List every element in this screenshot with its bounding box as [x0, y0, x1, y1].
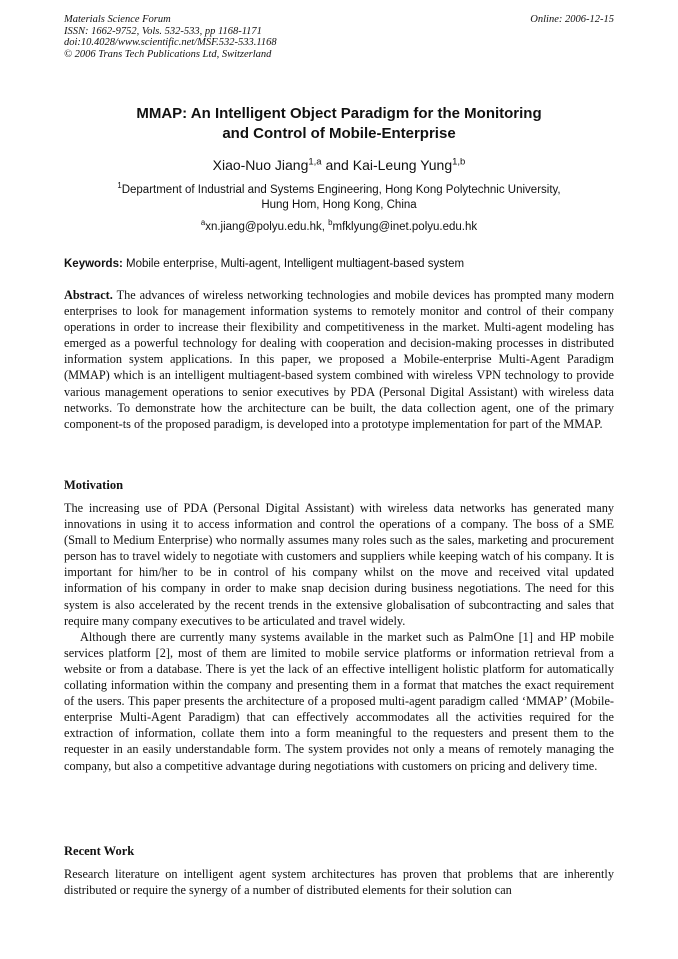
email-a-link[interactable]: xn.jiang@polyu.edu.hk, [205, 221, 329, 233]
affiliation [64, 183, 614, 213]
affiliation-sup: 1 [117, 181, 122, 191]
motivation-heading: Motivation [64, 478, 124, 492]
journal-header [64, 14, 277, 60]
motivation-paragraph-1: The increasing use of PDA (Personal Digital Assistant) with wireless data networks has generated many innovations in using it to access information and control the operations of a company. The boss of a SME (Small to Medium Enterprise) who normally assumes many roles such as the sales, marketing and procurement person has to travel widely to negotiate with customers and suppliers while keeping watch of his company. It is important for him/her to be in control of his company whilst on the move and received vital updated information of his company in order to make snap decision during business negotiations. The need for this system is also accelerated by the recent trends in the extensive globalisation of subcontracting and sales that require many company executives to be articulated and travel widely. [64, 501, 614, 628]
recent-work-heading: Recent Work [64, 844, 135, 858]
keywords-text: Mobile enterprise, Multi-agent, Intelligent multiagent-based system [122, 258, 465, 270]
email-b-link[interactable]: mfklyung@inet.polyu.edu.hk [332, 221, 478, 233]
recent-work-paragraph: Research literature on intelligent agent system architectures has proven that problems that are inherently distributed or require the synergy of a number of distributed elements for their solution can [64, 867, 614, 898]
keywords-label: Keywords: [64, 258, 123, 270]
author-emails [64, 220, 614, 235]
email-a-sup: a [200, 218, 206, 228]
journal-name: Materials Science Forum [64, 14, 171, 25]
paper-title [64, 104, 614, 144]
abstract-text: The advances of wireless networking technologies and mobile devices has prompted many modern enterprises to look for management information systems to remotely monitor and control of their company operations in order to increase their flexibility and competitiveness in the market. Multi-agent modeling has emerged as a powerful technology for dealing with cooperation and decision-making processes in distributed information system applications. In this paper, we proposed a Mobile-enterprise Multi-Agent Paradigm (MMAP) which is an intelligent multiagent-based system combined with wireless VPN technology to provide various management operations to senior executives by PDA (Personal Digital Assistant) with wireless data networks. To demonstrate how the architecture can be built, the data collection agent, one of the primary component-ts of the proposed paradigm, is developed into a prototype implementation for part of the MMAP. [64, 288, 614, 431]
motivation-paragraph-2: Although there are currently many systems available in the market such as PalmOne [1] and HP mobile services platform [2], most of them are limited to mobile service platforms or information retrieval from a website or from a database. There is yet the lack of an effective intelligent holistic platform for automatically collating information within the company and presenting them in a format that matches the exact requirement of the users. This paper presents the architecture of a proposed multi-agent paradigm called ‘MMAP’ (Mobile-enterprise Multi-Agent Paradigm) that can effectively accommodates all the activities required for the extraction of information, collate them into a form meaningful to the requesters and present them to the requester in an easily understandable form. The system provides not only a means of remotely managing the company, but also a competitive advantage during negotiations with customers on pricing and delivery time. [64, 629, 614, 773]
abstract-paragraph [64, 287, 614, 432]
abstract-label: Abstract. [64, 288, 113, 302]
title-line-1: MMAP: An Intelligent Object Paradigm for the Monitoring [136, 105, 542, 122]
online-date: Online: 2006-12-15 [530, 14, 614, 25]
author-list [64, 156, 614, 174]
keywords-line [64, 257, 614, 272]
affiliation-line-2: Hung Hom, Hong Kong, China [261, 199, 417, 211]
doi-line: doi:10.4028/www.scientific.net/MSF.532-533.1168 [64, 37, 277, 49]
motivation-section [64, 500, 614, 774]
issn-line: ISSN: 1662-9752, Vols. 532-533, pp 1168-1171 [64, 25, 262, 37]
author-2: Kai-Leung Yung [352, 157, 453, 173]
affiliation-text-1: Department of Industrial and Systems Engineering, Hong Kong Polytechnic University, [121, 184, 561, 196]
email-b-sup: b [328, 218, 333, 228]
author-2-sup: 1,b [452, 156, 466, 168]
author-conjunction: and [321, 157, 353, 173]
author-1: Xiao-Nuo Jiang [212, 157, 309, 173]
copyright-line: © 2006 Trans Tech Publications Ltd, Switzerland [64, 48, 272, 60]
affiliation-line-1 [64, 183, 614, 198]
author-1-sup: 1,a [308, 156, 322, 168]
title-line-2: and Control of Mobile-Enterprise [222, 125, 456, 142]
